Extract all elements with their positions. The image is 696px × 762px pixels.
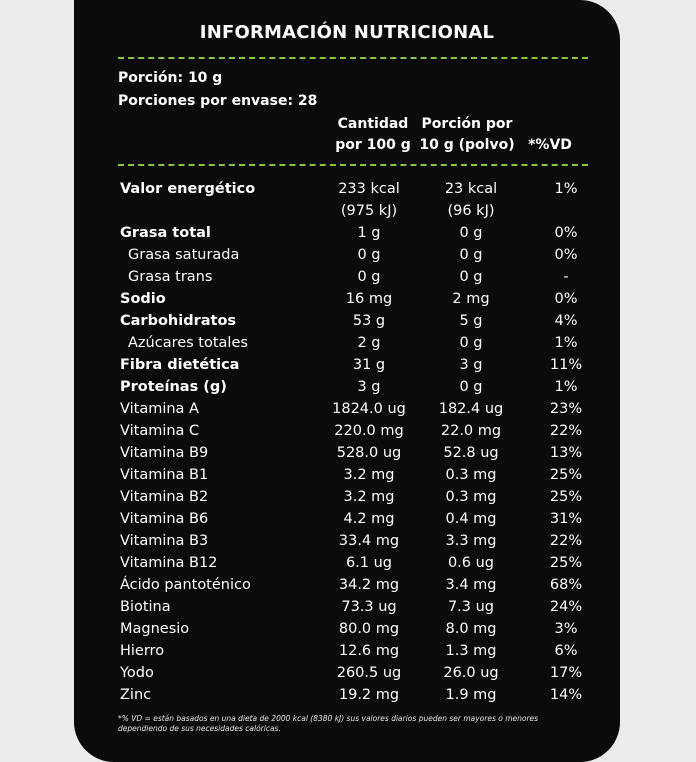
daily-value: 22% xyxy=(549,533,583,549)
daily-value: 13% xyxy=(549,445,583,461)
amount-per-portion: 26.0 ug xyxy=(443,665,499,681)
table-row xyxy=(118,266,588,288)
amount-per-100g: 3.2 mg xyxy=(343,467,395,483)
column-header-per-portion: Porción por 10 g (polvo) xyxy=(419,116,515,153)
amount-per-portion: 8.0 mg xyxy=(445,621,497,637)
amount-per-portion: 0.4 mg xyxy=(445,511,497,527)
daily-value: 68% xyxy=(549,577,583,593)
daily-value: 14% xyxy=(549,687,583,703)
amount-per-portion: 182.4 ug xyxy=(438,401,504,417)
table-row xyxy=(118,288,588,310)
column-header-per-100g: Cantidad por 100 g xyxy=(335,116,411,153)
table-row xyxy=(118,574,588,596)
amount-per-portion: 0.6 ug xyxy=(447,555,495,571)
amount-per-100g: 31 g xyxy=(352,357,386,373)
nutrition-title: INFORMACIÓN NUTRICIONAL xyxy=(199,22,495,43)
nutrient-name: Vitamina B12 xyxy=(120,555,218,571)
nutrient-name: Vitamina B1 xyxy=(120,467,209,483)
table-row xyxy=(118,530,588,552)
nutrient-name: Grasa saturada xyxy=(128,247,240,263)
amount-per-portion: 7.3 ug xyxy=(447,599,495,615)
amount-per-portion: 52.8 ug xyxy=(443,445,499,461)
amount-per-100g: 1824.0 ug xyxy=(332,401,406,417)
amount-per-portion: 0 g xyxy=(459,379,483,395)
nutrient-name: Vitamina C xyxy=(120,423,200,439)
serving-size: Porción: 10 g xyxy=(118,70,223,86)
amount-per-portion: 1.9 mg xyxy=(445,687,497,703)
amount-per-portion: 0 g xyxy=(459,269,483,285)
daily-value: 4% xyxy=(554,313,578,329)
amount-per-portion: 0.3 mg xyxy=(445,489,497,505)
table-row xyxy=(118,684,588,706)
amount-per-portion: 0 g xyxy=(459,247,483,263)
daily-value: - xyxy=(563,269,569,285)
table-row xyxy=(118,442,588,464)
nutrient-name: Proteínas (g) xyxy=(120,379,227,395)
table-row xyxy=(118,376,588,398)
amount-per-100g: 0 g xyxy=(357,247,381,263)
daily-value: 31% xyxy=(549,511,583,527)
amount-per-portion: 0 g xyxy=(459,335,483,351)
table-row xyxy=(118,464,588,486)
amount-per-portion: 0 g xyxy=(459,225,483,241)
amount-per-100g: 12.6 mg xyxy=(338,643,400,659)
table-row-valor-energetico xyxy=(118,178,588,222)
daily-value: 11% xyxy=(549,357,583,373)
daily-value: 25% xyxy=(549,489,583,505)
daily-value: 0% xyxy=(554,247,578,263)
daily-value: 6% xyxy=(554,643,578,659)
nutrient-name: Azúcares totales xyxy=(128,335,248,351)
amount-per-100g: 1 g xyxy=(357,225,381,241)
amount-per-100g: 4.2 mg xyxy=(343,511,395,527)
nutrient-name: Fibra dietética xyxy=(120,357,240,373)
nutrient-name: Ácido pantoténico xyxy=(120,577,251,593)
nutrient-name: Vitamina B2 xyxy=(120,489,209,505)
amount-per-100g: 53 g xyxy=(352,313,386,329)
table-row xyxy=(118,354,588,376)
nutrient-name: Sodio xyxy=(120,291,166,307)
daily-value: 0% xyxy=(554,291,578,307)
daily-value: 1% xyxy=(554,379,578,395)
amount-per-100g: 220.0 mg xyxy=(334,423,404,439)
amount-per-100g: 6.1 ug xyxy=(345,555,393,571)
table-row xyxy=(118,618,588,640)
daily-value: 23% xyxy=(549,401,583,417)
amount-per-portion: 3.4 mg xyxy=(445,577,497,593)
table-row xyxy=(118,244,588,266)
nutrition-facts-card xyxy=(74,0,620,762)
table-row xyxy=(118,552,588,574)
nutrient-name: Yodo xyxy=(120,665,154,681)
nutrient-name: Valor energético xyxy=(120,181,256,197)
amount-per-100g: 16 mg xyxy=(345,291,393,307)
daily-value: 1% xyxy=(554,335,578,351)
nutrient-name: Carbohidratos xyxy=(120,313,237,329)
amount-per-100g: 33.4 mg xyxy=(338,533,400,549)
dashed-divider-top xyxy=(118,57,588,59)
nutrient-name: Vitamina B6 xyxy=(120,511,209,527)
amount-per-100g: 0 g xyxy=(357,269,381,285)
daily-value: 22% xyxy=(549,423,583,439)
amount-per-portion: 5 g xyxy=(459,313,483,329)
amount-per-100g: 3 g xyxy=(357,379,381,395)
table-row xyxy=(118,332,588,354)
daily-value: 17% xyxy=(549,665,583,681)
nutrient-name: Grasa total xyxy=(120,225,211,241)
amount-per-100g: 2 g xyxy=(357,335,381,351)
amount-per-portion: 23 kcal (96 kJ) xyxy=(444,181,498,219)
amount-per-portion: 22.0 mg xyxy=(440,423,502,439)
column-header-daily-value: *%VD xyxy=(528,137,572,153)
amount-per-100g: 3.2 mg xyxy=(343,489,395,505)
amount-per-100g: 528.0 ug xyxy=(336,445,402,461)
nutrient-name: Magnesio xyxy=(120,621,190,637)
nutrient-name: Vitamina B9 xyxy=(120,445,209,461)
table-row xyxy=(118,420,588,442)
nutrient-name: Zinc xyxy=(120,687,152,703)
table-row xyxy=(118,222,588,244)
amount-per-100g: 260.5 ug xyxy=(336,665,402,681)
table-row xyxy=(118,398,588,420)
dashed-divider-header xyxy=(118,164,588,166)
amount-per-100g: 19.2 mg xyxy=(338,687,400,703)
table-row xyxy=(118,486,588,508)
amount-per-portion: 3 g xyxy=(459,357,483,373)
nutrient-name: Grasa trans xyxy=(128,269,213,285)
daily-value: 25% xyxy=(549,467,583,483)
amount-per-portion: 0.3 mg xyxy=(445,467,497,483)
servings-per-container: Porciones por envase: 28 xyxy=(118,93,318,109)
nutrient-name: Vitamina A xyxy=(120,401,199,417)
nutrient-name: Biotina xyxy=(120,599,171,615)
daily-value: 3% xyxy=(554,621,578,637)
footnote: *% VD = están basados en una dieta de 2000 kcal (8380 kJ) sus valores diarios pueden ser mayores o menores dependiendo de sus necesidades calóricas. xyxy=(118,714,539,733)
table-row xyxy=(118,596,588,618)
table-row xyxy=(118,640,588,662)
daily-value: 25% xyxy=(549,555,583,571)
table-row xyxy=(118,310,588,332)
amount-per-100g: 80.0 mg xyxy=(338,621,400,637)
daily-value: 0% xyxy=(554,225,578,241)
nutrient-name: Hierro xyxy=(120,643,165,659)
amount-per-portion: 2 mg xyxy=(452,291,490,307)
amount-per-portion: 1.3 mg xyxy=(445,643,497,659)
nutrient-name: Vitamina B3 xyxy=(120,533,209,549)
amount-per-portion: 3.3 mg xyxy=(445,533,497,549)
daily-value: 1% xyxy=(554,181,578,197)
daily-value: 24% xyxy=(549,599,583,615)
amount-per-100g: 233 kcal (975 kJ) xyxy=(338,181,400,219)
amount-per-100g: 34.2 mg xyxy=(338,577,400,593)
nutrient-table xyxy=(118,178,588,706)
amount-per-100g: 73.3 ug xyxy=(341,599,397,615)
table-row xyxy=(118,508,588,530)
table-row xyxy=(118,662,588,684)
